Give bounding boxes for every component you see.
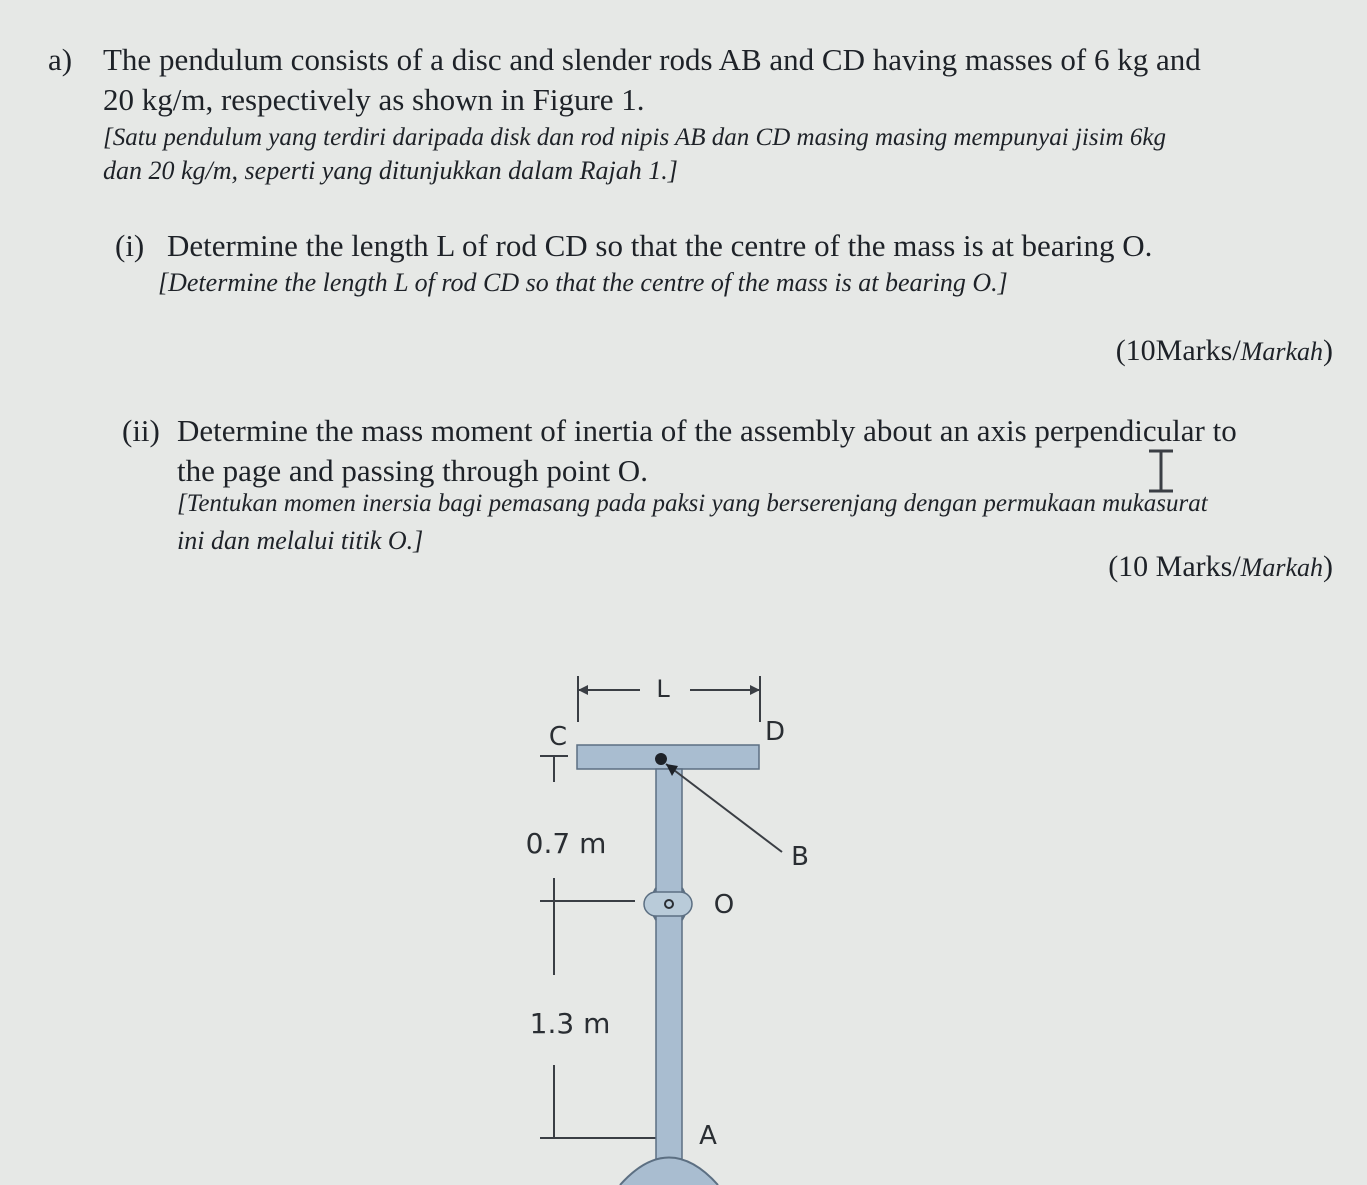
marks-text: (10 Marks/: [1108, 550, 1241, 583]
intro-en-line1: The pendulum consists of a disc and slender rods AB and CD having masses of 6 kg and: [103, 42, 1201, 77]
sub-i-text-ms: [Determine the length L of rod CD so that the centre of the mass is at bearing O.]: [158, 268, 1008, 297]
marks-close: ): [1323, 550, 1333, 583]
sub-ii-text-ms-line1: [Tentukan momen inersia bagi pemasang pada paksi yang berserenjang dengan permukaan mukasurat: [177, 490, 1208, 517]
disc: [620, 1158, 718, 1185]
label-C: C: [548, 722, 568, 752]
sub-ii-label: (ii): [122, 413, 160, 448]
sub-ii-marks: [1108, 550, 1333, 584]
marks-ms: Markah: [1240, 337, 1323, 366]
sub-i-label: (i): [115, 228, 145, 263]
intro-ms-line2: dan 20 kg/m, seperti yang ditunjukkan dalam Rajah 1.]: [103, 156, 678, 185]
sub-i-marks: [1116, 334, 1333, 368]
dimension-0-7m: [540, 756, 635, 975]
label-0-7m: 0.7 m: [525, 827, 607, 860]
dimension-1-3m: [540, 1065, 660, 1138]
label-A: A: [699, 1121, 717, 1151]
sub-ii-text-ms-line2: ini dan melalui titik O.]: [177, 526, 424, 555]
text-cursor-icon: [1146, 448, 1176, 494]
marks-close: ): [1323, 334, 1333, 367]
label-O: O: [713, 890, 735, 920]
pendulum-figure: [470, 660, 850, 1185]
intro-ms-line1: [Satu pendulum yang terdiri daripada disk dan rod nipis AB dan CD masing masing mempunyai jisim 6kg: [103, 124, 1166, 151]
sub-ii-text-en-line1: Determine the mass moment of inertia of the assembly about an axis perpendicular to: [177, 413, 1237, 448]
label-1-3m: 1.3 m: [529, 1007, 611, 1040]
sub-ii-text-en-line2: the page and passing through point O.: [177, 453, 648, 488]
marks-text: (10Marks/: [1115, 334, 1241, 367]
label-B: B: [791, 842, 809, 872]
label-L: L: [656, 675, 670, 703]
bearing-O: [644, 888, 692, 920]
intro-en-line2: 20 kg/m, respectively as shown in Figure 1.: [103, 82, 645, 117]
part-label: a): [48, 42, 73, 77]
rod-AB: [656, 769, 682, 1159]
marks-ms: Markah: [1240, 553, 1323, 582]
label-D: D: [764, 717, 786, 747]
sub-i-text-en: Determine the length L of rod CD so that the centre of the mass is at bearing O.: [167, 228, 1153, 263]
